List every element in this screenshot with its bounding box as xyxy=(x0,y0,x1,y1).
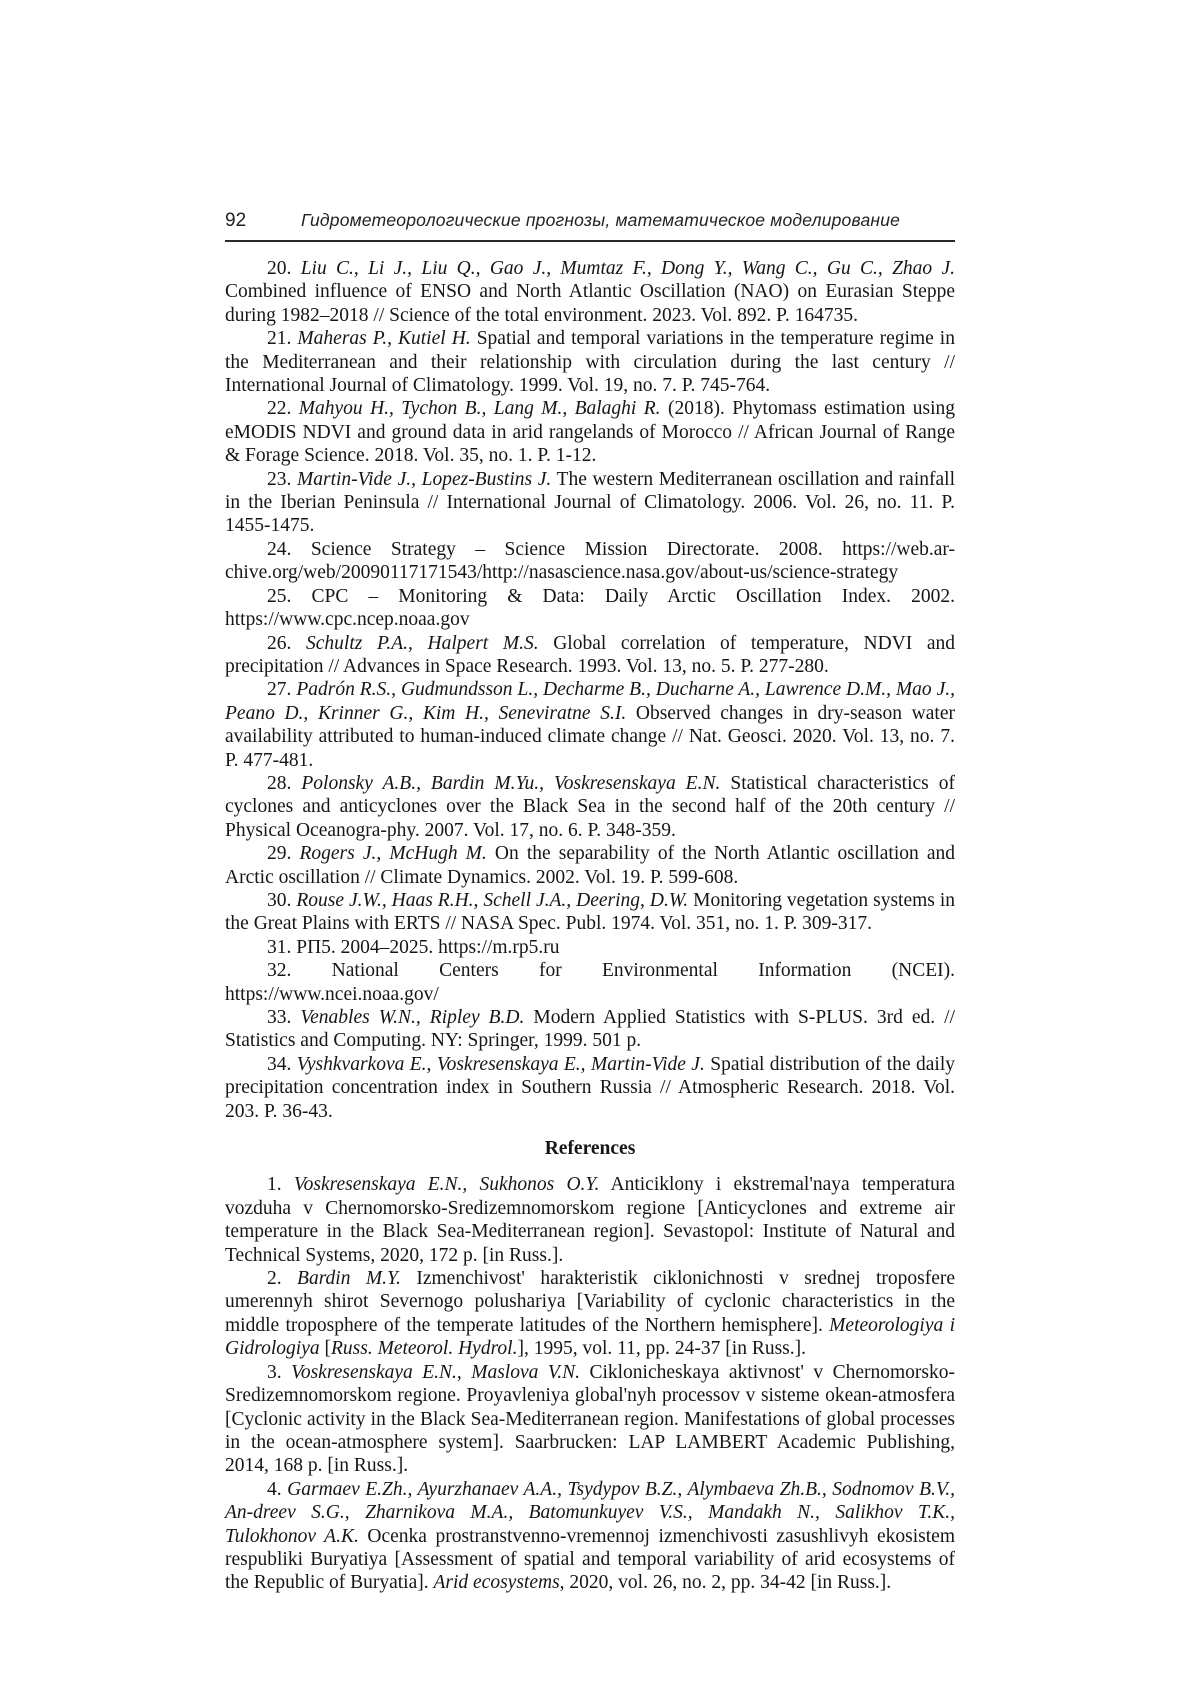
reference-authors: Liu C., Li J., Liu Q., Gao J., Mumtaz F., Dong Y., Wang C., Gu C., Zhao J. xyxy=(300,258,956,279)
reference-entry xyxy=(225,538,955,585)
reference-entry xyxy=(225,1478,955,1595)
reference-authors: Vyshkvarkova E., Voskresenskaya E., Martin-Vide J. xyxy=(296,1053,705,1075)
reference-authors: Padrón R.S., Gudmundsson L., Decharme B., Ducharne A., Lawrence D.M., Mao J., Peano D., Krinner G., Kim H., Seneviratne S.I. xyxy=(225,679,955,724)
reference-text: Global correlation of temperature, NDVI and precipitation // Advances in Space Research. 1993. Vol. 13, no. 5. P. 277-280. xyxy=(225,632,956,677)
reference-entry xyxy=(225,1173,955,1267)
reference-authors: Polonsky A.B., Bardin M.Yu., Voskresenskaya E.N. xyxy=(301,772,721,794)
reference-authors: Russ. Meteorol. Hydrol. xyxy=(330,1338,518,1360)
reference-text: Ocenka prostranstvenno-vremennoj izmenchivosti zasushlivyh ekosistem respubliki Buryatiya [Assessment of spatial and temporal variability of arid ecosystems of the Republic of Buryatia]. xyxy=(225,1525,956,1594)
reference-text: 30. xyxy=(267,889,297,911)
reference-text: Anticiklony i ekstremal'naya temperatura vozduha v Chernomorsko-Sredizemnomorskom regione [Anticyclones and extreme air temperature in the Black Sea-Mediterranean region]. Sevastopol: Institute of Natural and Technical Systems, 2020, 172 p. [in Russ.]. xyxy=(225,1174,955,1266)
reference-entry xyxy=(225,632,955,679)
reference-text: Monitoring vegetation systems in the Great Plains with ERTS // NASA Spec. Publ. 1974. Vol. 351, no. 1. P. 309-317. xyxy=(225,889,956,935)
reference-entry xyxy=(225,1267,955,1361)
reference-entry xyxy=(225,889,955,936)
reference-entry xyxy=(225,585,955,632)
references-heading: References xyxy=(544,1138,636,1160)
page-body xyxy=(225,257,955,1595)
reference-text: 4. xyxy=(267,1478,288,1500)
reference-text: Modern Applied Statistics with S-PLUS. 3rd ed. // Statistics and Computing. NY: Springer, 1999. 501 p. xyxy=(225,1007,956,1052)
reference-text: 21. xyxy=(267,328,298,350)
reference-authors: Venables W.N., Ripley B.D. xyxy=(300,1007,525,1028)
reference-text: 24. Science Strategy – Science Mission Directorate. 2008. https://web.ar-​chive.org/web/20090117171543/http://nasascience.nasa.gov/about-us/science-strategy xyxy=(225,538,955,584)
reference-entry xyxy=(225,1361,955,1478)
reference-text: 31. РП5. 2004–2025. https://m.rp5.ru xyxy=(267,936,560,958)
reference-text: 27. xyxy=(267,679,297,701)
reference-text: 25. CPC – Monitoring & Data: Daily Arctic Oscillation Index. 2002. https://www.cpc.ncep.noaa.gov xyxy=(225,585,955,631)
reference-text: 20. xyxy=(267,258,301,279)
reference-text: Spatial distribution of the daily precipitation concentration index in Southern Russia // Atmospheric Research. 2018. Vol. 203. P. 36-43. xyxy=(225,1053,956,1122)
reference-entry xyxy=(225,772,955,842)
reference-text: 28. xyxy=(267,772,302,794)
reference-text: Spatial and temporal variations in the temperature regime in the Mediterranean and their relationship with circulation during the last century // International Journal of Climatology. 1999. Vol. 19, no. 7. P. 745-764. xyxy=(225,328,955,397)
reference-text: (2018). Phytomass estimation using eMODIS NDVI and ground data in arid rangelands of Morocco // African Journal of Range & Forage Science. 2018. Vol. 35, no. 1. P. 1-12. xyxy=(225,398,956,467)
reference-text: Ciklonicheskaya aktivnost' v Chernomorsko-Sredizemnomorskom regione. Proyavleniya global'nyh processov v sisteme okean-atmosfera [Cyclonic activity in the Black Sea-Mediterranean region. Manifestations of global processes in the ocean-atmosphere system]. Saarbrucken: LAP LAMBERT Academic Publishing, 2014, 168 p. [in Russ.]. xyxy=(225,1361,955,1477)
reference-authors: Rouse J.W., Haas R.H., Schell J.A., Deering, D.W. xyxy=(296,889,689,911)
bibliography-section xyxy=(225,257,955,1123)
reference-text: Statistical characteristics of cyclones and anticyclones over the Black Sea in the second half of the 20th century // Physical Oceanogra-​phy. 2007. Vol. 17, no. 6. P. 348-359. xyxy=(225,772,956,841)
reference-authors: Bardin M.Y. xyxy=(297,1268,401,1290)
reference-authors: Mahyou H., Tychon B., Lang M., Balaghi R. xyxy=(298,398,661,420)
reference-text: Izmenchivost' harakteristik ciklonichnosti v srednej troposfere umerennyh shirot Severnogo polushariya [Variability of cyclonic characteristics in the middle troposphere of the temperate latitudes of the Northern hemisphere]. xyxy=(225,1268,955,1336)
reference-text: 2. xyxy=(267,1268,298,1290)
reference-entry xyxy=(225,1053,955,1123)
reference-authors: Meteorologiya i Gidrologiya xyxy=(225,1314,955,1360)
reference-authors: Rogers J., McHugh M. xyxy=(299,843,487,865)
reference-entry xyxy=(225,397,955,467)
reference-authors: Garmaev E.Zh., Ayurzhanaev A.A., Tsydypov B.Z., Alymbaeva Zh.B., Sodnomov B.V., An-​dreev S.G., Zharnikova M.A., Batomunkuyev V.S., Mandakh N., Salikhov T.K., Tulokhonov A.K. xyxy=(225,1478,956,1547)
reference-text: 3. xyxy=(267,1361,292,1383)
reference-text: 33. xyxy=(267,1007,301,1028)
reference-entry xyxy=(225,959,955,1006)
reference-text: 29. xyxy=(267,843,300,865)
page-number: 92 xyxy=(225,210,247,231)
reference-text: On the separability of the North Atlantic oscillation and Arctic oscillation // Climate Dynamics. 2002. Vol. 19. P. 599-608. xyxy=(225,843,956,888)
reference-authors: Voskresenskaya E.N., Sukhonos O.Y. xyxy=(293,1174,600,1196)
reference-text: 26. xyxy=(267,632,307,654)
reference-text: 32. National Centers for Environmental Information (NCEI). https://www.ncei.noaa.gov/ xyxy=(225,960,955,1005)
reference-entry xyxy=(225,678,955,772)
reference-text: ], 1995, vol. 11, pp. 24-37 [in Russ.]. xyxy=(517,1338,807,1360)
reference-text: , 2020, vol. 26, no. 2, pp. 34-42 [in Russ.]. xyxy=(559,1572,892,1594)
reference-text: The western Mediterranean oscillation and rainfall in the Iberian Peninsula // International Journal of Climatology. 2006. Vol. 26, no. 11. P. 1455-1475. xyxy=(225,468,955,537)
reference-entry xyxy=(225,468,955,538)
reference-entry xyxy=(225,257,955,327)
running-title: Гидрометеорологические прогнозы, математическое моделирование xyxy=(301,210,901,230)
reference-text: [ xyxy=(319,1338,331,1360)
reference-entry xyxy=(225,327,955,397)
reference-authors: Voskresenskaya E.N., Maslova V.N. xyxy=(291,1361,580,1383)
reference-text: Combined influence of ENSO and North Atlantic Oscillation (NAO) on Eurasian Steppe during 1982–2018 // Science of the total environment. 2023. Vol. 892. P. 164735. xyxy=(225,281,955,326)
running-header xyxy=(225,210,955,242)
reference-text: 23. xyxy=(267,468,297,490)
reference-text: 22. xyxy=(267,398,299,420)
reference-authors: Schultz P.A., Halpert M.S. xyxy=(306,632,539,654)
references-section xyxy=(225,1173,955,1594)
reference-authors: Arid ecosystems xyxy=(433,1572,560,1594)
reference-text: 34. xyxy=(267,1053,297,1075)
reference-authors: Martin-Vide J., Lopez-Bustins J. xyxy=(297,468,552,490)
reference-entry xyxy=(225,936,955,959)
reference-text: Observed changes in dry-season water availability attributed to human-induced climate change // Nat. Geosci. 2020. Vol. 13, no. 7. P. 477-481. xyxy=(225,702,955,771)
reference-entry xyxy=(225,1006,955,1053)
reference-authors: Maheras P., Kutiel H. xyxy=(297,328,471,350)
reference-text: 1. xyxy=(267,1174,294,1196)
reference-entry xyxy=(225,842,955,889)
